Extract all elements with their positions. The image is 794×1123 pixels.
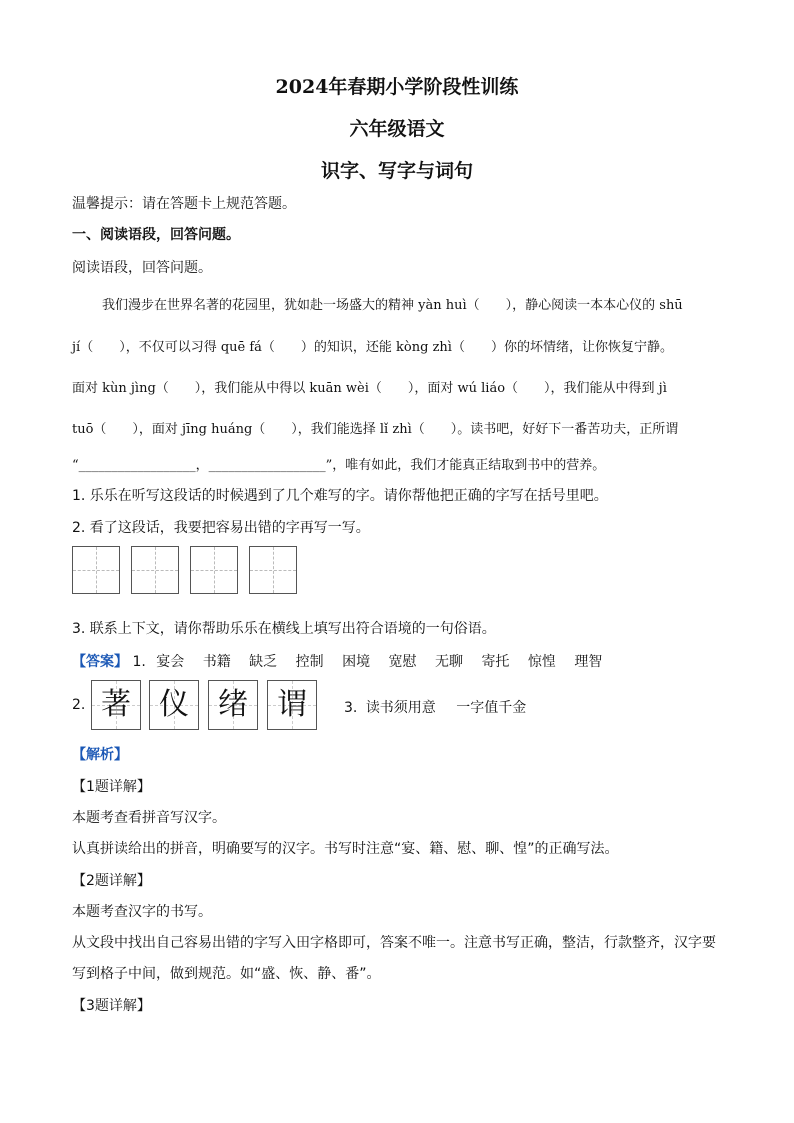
- answer-char-box: 著: [91, 680, 141, 730]
- passage-line: 我们漫步在世界名著的花园里，犹如赴一场盛大的精神 yàn huì（ ），静心阅读一本本心仪的 shū: [102, 298, 683, 313]
- answer-line-1: [72, 651, 616, 671]
- part-one-heading: 一、阅读语段，回答问题。: [72, 227, 240, 243]
- question-2: 2. 看了这段话，我要把容易出错的字再写一写。: [72, 520, 370, 536]
- answer-q3-prefix: 3.: [344, 700, 358, 716]
- part-one-intro: 阅读语段，回答问题。: [72, 260, 212, 276]
- answer-word: 宴会: [156, 654, 185, 670]
- detail-text: 本题考查看拼音写汉字。: [72, 810, 226, 826]
- answer-word: 理智: [574, 654, 603, 670]
- detail-text: 认真拼读给出的拼音，明确要写的汉字。书写时注意“宴、籍、慰、聊、惶”的正确写法。: [72, 841, 619, 857]
- passage-line: 面对 kùn jìng（ ），我们能从中得以 kuān wèi（ ），面对 wú liáo（ ），我们能从中得到 jì: [72, 381, 667, 396]
- detail-text: 本题考查汉字的书写。: [72, 904, 212, 920]
- analysis-label: 【解析】: [72, 747, 128, 763]
- answer-word: 困境: [342, 654, 371, 670]
- writing-grid-box[interactable]: [190, 546, 238, 594]
- answer-label: 【答案】: [72, 654, 128, 670]
- answer-char-box: 谓: [267, 680, 317, 730]
- answer-q3-text: 读书须用意: [365, 700, 436, 716]
- answer-q1-prefix: 1.: [132, 654, 146, 670]
- tip-text: 温馨提示：请在答题卡上规范答题。: [72, 196, 296, 212]
- answer-word: 书籍: [202, 654, 231, 670]
- answer-char-box: 绪: [208, 680, 258, 730]
- section-title: 识字、写字与词句: [320, 160, 473, 182]
- question-3: 3. 联系上下文，请你帮助乐乐在横线上填写出符合语境的一句俗语。: [72, 621, 496, 637]
- detail-heading-3: 【3题详解】: [72, 998, 151, 1014]
- detail-text: 从文段中找出自己容易出错的字写入田字格即可，答案不唯一。注意书写正确，整洁，行款整齐，汉字要: [72, 935, 716, 951]
- writing-grid-box[interactable]: [249, 546, 297, 594]
- answer-word: 惊惶: [527, 654, 556, 670]
- answer-char-box: 仪: [149, 680, 199, 730]
- page-subtitle: 六年级语文: [349, 118, 445, 140]
- answer-q3: [344, 697, 526, 717]
- question-1: 1. 乐乐在听写这段话的时候遇到了几个难写的字。请你帮他把正确的字写在括号里吧。: [72, 488, 608, 504]
- passage-line: “__________________，__________________”，唯有如此，我们才能真正结取到书中的营养。: [72, 458, 606, 473]
- page-title: 2024年春期小学阶段性训练: [275, 76, 519, 98]
- answer-word: 控制: [295, 654, 324, 670]
- answer-word: 宽慰: [388, 654, 417, 670]
- answer-word: 无聊: [434, 654, 463, 670]
- passage-line: tuō（ ），面对 jīng huáng（ ），我们能选择 lǐ zhì（ ）。读书吧，好好下一番苦功夫，正所谓: [72, 422, 679, 437]
- detail-text: 写到格子中间，做到规范。如“盛、恢、静、番”。: [72, 966, 381, 982]
- detail-heading-2: 【2题详解】: [72, 873, 151, 889]
- answer-q2-prefix: 2.: [72, 697, 86, 713]
- detail-heading-1: 【1题详解】: [72, 779, 151, 795]
- passage-line: jí（ ），不仅可以习得 quē fá（ ）的知识，还能 kòng zhì（ ）你的坏情绪，让你恢复宁静。: [72, 340, 673, 355]
- answer-q3-text2: 一字值千金: [456, 700, 527, 716]
- answer-word: 缺乏: [249, 654, 278, 670]
- answer-word: 寄托: [481, 654, 510, 670]
- writing-grid-box[interactable]: [72, 546, 120, 594]
- writing-grid-box[interactable]: [131, 546, 179, 594]
